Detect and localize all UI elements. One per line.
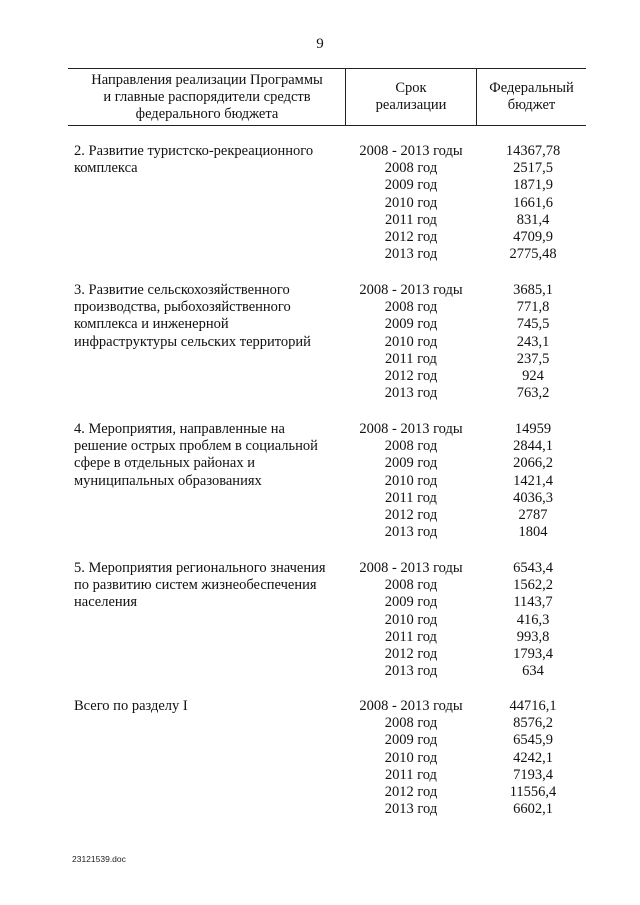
budget-value-cell: 7193,4 — [513, 766, 553, 783]
section-values — [490, 143, 576, 263]
period-cell: 2010 год — [384, 472, 438, 489]
section-title-line: населения — [74, 594, 138, 611]
period-cell: 2009 год — [384, 732, 438, 749]
budget-value-cell: 14367,78 — [505, 143, 561, 159]
section-title — [74, 560, 346, 612]
budget-value-cell: 1804 — [518, 524, 548, 541]
period-cell: 2008 год — [384, 299, 438, 316]
section-periods — [346, 421, 476, 541]
period-cell: 2012 год — [384, 229, 438, 246]
section-title-line: 5. Мероприятия регионального значения — [74, 560, 326, 576]
budget-value-cell: 4709,9 — [513, 229, 553, 246]
period-cell: 2010 год — [384, 333, 438, 350]
budget-value-cell: 1143,7 — [513, 594, 553, 611]
section-values — [490, 560, 576, 680]
page-number: 9 — [316, 36, 324, 52]
budget-value-cell: 1661,6 — [513, 194, 553, 211]
budget-value-cell: 6602,1 — [513, 801, 553, 818]
period-cell: 2010 год — [384, 749, 438, 766]
budget-value-cell: 4036,3 — [513, 489, 553, 506]
budget-value-cell: 993,8 — [516, 628, 550, 645]
header-period-line: реализации — [375, 97, 447, 113]
period-cell: 2013 год — [384, 801, 438, 818]
budget-value-cell: 2844,1 — [513, 438, 553, 455]
section-periods — [346, 143, 476, 263]
budget-value-cell: 8576,2 — [513, 715, 553, 732]
period-cell: 2010 год — [384, 194, 438, 211]
period-cell: 2011 год — [385, 628, 437, 645]
section-title-line: решение острых проблем в социальной — [74, 438, 318, 455]
header-period-line: Срок — [395, 80, 427, 96]
period-cell: 2009 год — [384, 177, 438, 194]
budget-value-cell: 2775,48 — [509, 246, 557, 263]
header-budget-line: Федеральный — [489, 80, 574, 96]
table-header-top-rule — [68, 68, 586, 69]
section-title-line: Всего по разделу I — [74, 698, 188, 714]
header-period — [346, 80, 476, 114]
budget-value-cell: 1793,4 — [513, 646, 553, 663]
budget-value-cell: 1421,4 — [513, 472, 553, 489]
section-values — [490, 698, 576, 818]
section-title — [74, 421, 346, 490]
section-values — [490, 421, 576, 541]
header-federal-budget — [477, 80, 586, 114]
budget-value-cell: 1562,2 — [513, 577, 553, 594]
budget-value-cell: 6545,9 — [513, 732, 553, 749]
period-cell: 2009 год — [384, 594, 438, 611]
section-title-line: инфраструктуры сельских территорий — [74, 333, 311, 350]
section-periods — [346, 282, 476, 402]
header-directions-line: Направления реализации Программы — [91, 72, 323, 88]
header-directions-line: федерального бюджета — [135, 106, 279, 122]
period-cell: 2008 год — [384, 577, 438, 594]
section-title-line: сфере в отдельных районах и — [74, 455, 255, 472]
budget-value-cell: 4242,1 — [513, 749, 553, 766]
period-cell: 2008 - 2013 годы — [359, 421, 463, 437]
section-title — [74, 698, 346, 715]
budget-value-cell: 1871,9 — [513, 177, 553, 194]
period-cell: 2009 год — [384, 316, 438, 333]
period-cell: 2008 год — [384, 438, 438, 455]
budget-value-cell: 2517,5 — [513, 160, 553, 177]
header-budget-line: бюджет — [507, 97, 556, 113]
section-title-line: 3. Развитие сельскохозяйственного — [74, 282, 290, 298]
period-cell: 2013 год — [384, 663, 438, 680]
header-directions-line: и главные распорядители средств — [103, 89, 311, 105]
period-cell: 2011 год — [385, 211, 437, 228]
budget-value-cell: 634 — [522, 663, 544, 680]
section-title-line: муниципальных образованиях — [74, 472, 262, 489]
budget-value-cell: 3685,1 — [513, 282, 553, 298]
period-cell: 2012 год — [384, 784, 438, 801]
period-cell: 2008 - 2013 годы — [359, 560, 463, 576]
period-cell: 2011 год — [385, 350, 437, 367]
period-cell: 2012 год — [384, 368, 438, 385]
budget-value-cell: 2066,2 — [513, 455, 553, 472]
period-cell: 2008 - 2013 годы — [359, 698, 463, 714]
section-periods — [346, 560, 476, 680]
period-cell: 2010 год — [384, 611, 438, 628]
section-title — [74, 143, 346, 177]
budget-value-cell: 2787 — [518, 507, 548, 524]
section-periods — [346, 698, 476, 818]
period-cell: 2009 год — [384, 455, 438, 472]
section-title-line: 4. Мероприятия, направленные на — [74, 421, 285, 437]
budget-value-cell: 243,1 — [516, 333, 550, 350]
budget-value-cell: 44716,1 — [509, 698, 557, 714]
period-cell: 2013 год — [384, 246, 438, 263]
period-cell: 2012 год — [384, 646, 438, 663]
budget-value-cell: 771,8 — [516, 299, 550, 316]
budget-value-cell: 924 — [522, 368, 544, 385]
budget-value-cell: 14959 — [514, 421, 552, 437]
section-title — [74, 282, 346, 351]
period-cell: 2008 - 2013 годы — [359, 143, 463, 159]
period-cell: 2013 год — [384, 385, 438, 402]
budget-value-cell: 831,4 — [516, 211, 550, 228]
period-cell: 2008 год — [384, 160, 438, 177]
header-directions — [70, 72, 344, 123]
budget-value-cell: 763,2 — [516, 385, 550, 402]
period-cell: 2011 год — [385, 766, 437, 783]
period-cell: 2008 - 2013 годы — [359, 282, 463, 298]
period-cell: 2012 год — [384, 507, 438, 524]
period-cell: 2013 год — [384, 524, 438, 541]
section-title-line: по развитию систем жизнеобеспечения — [74, 577, 317, 594]
period-cell: 2008 год — [384, 715, 438, 732]
table-header-bottom-rule — [68, 125, 586, 126]
section-title-line: комплекса и инженерной — [74, 316, 229, 333]
budget-value-cell: 11556,4 — [509, 784, 557, 801]
section-values — [490, 282, 576, 402]
section-title-line: 2. Развитие туристско-рекреационного — [74, 143, 314, 159]
footer-file-name: 23121539.doc — [72, 854, 126, 864]
period-cell: 2011 год — [385, 489, 437, 506]
budget-value-cell: 416,3 — [516, 611, 550, 628]
section-title-line: комплекса — [74, 160, 138, 177]
section-title-line: производства, рыбохозяйственного — [74, 299, 291, 316]
budget-value-cell: 237,5 — [516, 350, 550, 367]
budget-value-cell: 6543,4 — [513, 560, 553, 576]
budget-value-cell: 745,5 — [516, 316, 550, 333]
